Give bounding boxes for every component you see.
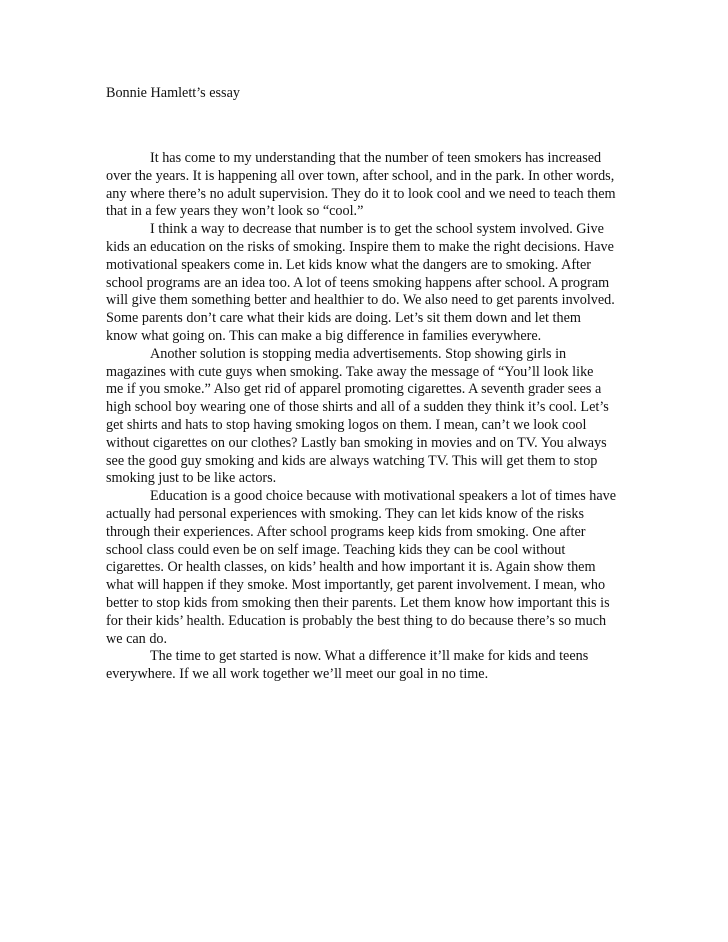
essay-line: through their experiences. After school programs keep kids from smoking. One after bbox=[106, 523, 586, 540]
essay-line: better to stop kids from smoking then their parents. Let them know how important this is bbox=[106, 594, 610, 611]
essay-line: cigarettes. Or health classes, on kids’ health and how important it is. Again show them bbox=[106, 559, 596, 576]
essay-line: smoking just to be like actors. bbox=[106, 470, 277, 487]
essay-body bbox=[106, 150, 626, 684]
essay-line: that in a few years they won’t look so “cool.” bbox=[106, 203, 364, 220]
essay-line: know what going on. This can make a big difference in families everywhere. bbox=[106, 327, 542, 344]
essay-line: everywhere. If we all work together we’ll meet our goal in no time. bbox=[106, 666, 489, 683]
essay-line: kids an education on the risks of smoking. Inspire them to make the right decisions. Have bbox=[106, 238, 614, 255]
essay-line: Some parents don’t care what their kids are doing. Let’s sit them down and let them bbox=[106, 310, 581, 327]
essay-line: any where there’s no adult supervision. They do it to look cool and we need to teach them bbox=[106, 185, 616, 202]
essay-line: school class could even be on self image. Teaching kids they can be cool without bbox=[106, 541, 566, 558]
essay-line: what will happen if they smoke. Most importantly, get parent involvement. I mean, who bbox=[106, 577, 606, 594]
essay-line: actually had personal experiences with smoking. They can let kids know of the risks bbox=[106, 505, 585, 522]
essay-line: we can do. bbox=[106, 630, 168, 647]
essay-line: magazines with cute guys when smoking. Take away the message of “You’ll look like bbox=[106, 363, 594, 380]
paragraph-first-line: Another solution is stopping media advertisements. Stop showing girls in bbox=[150, 345, 567, 362]
paragraph-first-line: I think a way to decrease that number is to get the school system involved. Give bbox=[150, 221, 604, 238]
paragraph-first-line: It has come to my understanding that the number of teen smokers has increased bbox=[150, 150, 602, 166]
essay-line: for their kids’ health. Education is probably the best thing to do because there’s so much bbox=[106, 612, 607, 629]
essay-line: will give them something better and healthier to do. We also need to get parents involved. bbox=[106, 292, 615, 309]
essay-line: without cigarettes on our clothes? Lastly ban smoking in movies and on TV. You always bbox=[106, 434, 607, 451]
essay-line: over the years. It is happening all over town, after school, and in the park. In other words, bbox=[106, 167, 615, 184]
essay-line: see the good guy smoking and kids are always watching TV. This will get them to stop bbox=[106, 452, 598, 469]
paragraph-first-line: The time to get started is now. What a difference it’ll make for kids and teens bbox=[150, 648, 589, 665]
essay-line: high school boy wearing one of those shirts and all of a sudden they think it’s cool. Let’s bbox=[106, 399, 609, 416]
essay-line: motivational speakers come in. Let kids know what the dangers are to smoking. After bbox=[106, 256, 592, 273]
document-title: Bonnie Hamlett’s essay bbox=[106, 85, 240, 101]
essay-line: me if you smoke.” Also get rid of apparel promoting cigarettes. A seventh grader sees a bbox=[106, 381, 602, 398]
essay-line: school programs are an idea too. A lot of teens smoking happens after school. A program bbox=[106, 274, 610, 291]
essay-line: get shirts and hats to stop having smoking logos on them. I mean, can’t we look cool bbox=[106, 416, 587, 433]
paragraph-first-line: Education is a good choice because with motivational speakers a lot of times have bbox=[150, 488, 617, 505]
